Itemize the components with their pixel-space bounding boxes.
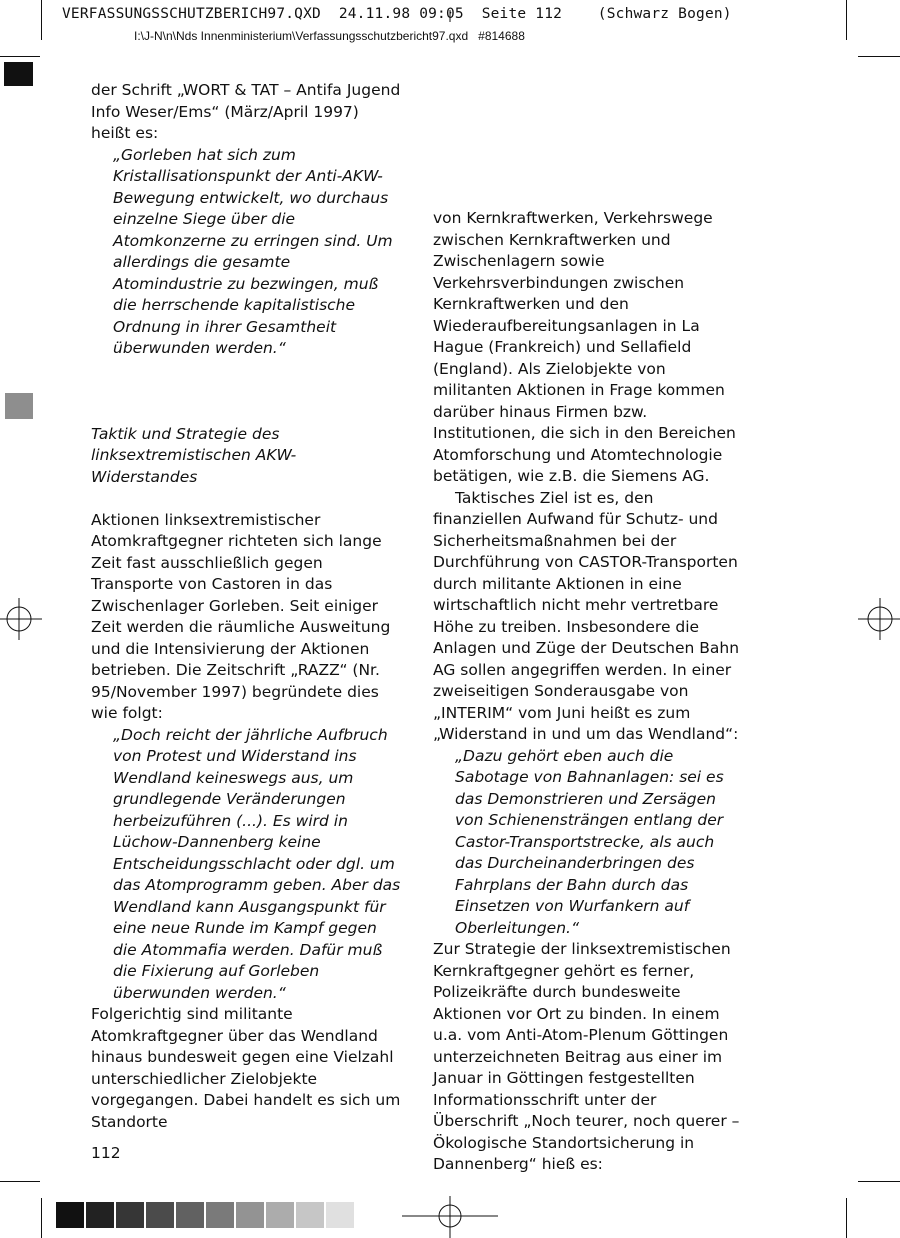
gray-swatch [296, 1202, 324, 1228]
gray-swatch [146, 1202, 174, 1228]
paragraph-strategie: Zur Strategie der linksextremistischen Kernkraftgegner gehört es ferner, Polizeikräfte durch bundesweite Aktionen vor Ort zu binden. In einem u.a. vom Anti-Atom-Plenum Göttingen unterzeichneten Beitrag aus einer im Januar in Göttingen festgestellten Informationsschrift unter der Überschrift „Noch teurer, noch querer – Ökologische Standortsicherung in Dannenberg“ hieß es: [433, 940, 740, 1173]
crop-mark-bottom-left-h [0, 1181, 40, 1182]
gray-swatch [206, 1202, 234, 1228]
crop-mark-top-left-v [41, 0, 42, 40]
quote-razz: „Doch reicht der jährliche Aufbruch von Protest und Widerstand ins Wendland keineswegs aus, um grundlegende Veränderungen herbeizuführen (...). Es wird in Lüchow-Dannenberg keine Entscheidungsschlacht oder dgl. um das Atomprogramm geben. Aber das Wendland kann Ausgangspunkt für eine neue Runde im Kampf gegen die Atommafia werden. Dafür muß die Fixierung auf Gorleben überwunden werden.“ [113, 725, 401, 1002]
print-slug-line: VERFASSUNGSSCHUTZBERICH97.QXD 24.11.98 09:05 Seite 112 (Schwarz Bogen) [62, 6, 732, 22]
gray-swatch [86, 1202, 114, 1228]
paragraph-standorte: von Kernkraftwerken, Verkehrswege zwischen Kernkraftwerken und Zwischenlagern sowie Verkehrsverbindungen zwischen Kernkraftwerken und den Wiederaufbereitungsanlagen in La Hague (Frankreich) und Sellafield (England). Als Zielobjekte von militanten Aktionen in Frage kommen darüber hinaus Firmen bzw. Institutionen, die sich in den Bereichen Atomforschung und Atomtechnologie betätigen, wie z.B. die Siemens AG. [433, 209, 736, 485]
registration-crosshair-right-icon [858, 598, 900, 640]
registration-crosshair-bottom-icon [402, 1196, 498, 1238]
gray-swatch [116, 1202, 144, 1228]
file-path-line: I:\J-N\n\Nds Innenministerium\Verfassungsschutzbericht97.qxd #814688 [134, 29, 525, 43]
registration-crosshair-top-icon [438, 10, 462, 22]
page-number: 112 [91, 1144, 121, 1162]
section-heading: Taktik und Strategie des linksextremistischen AKW-Widerstandes [91, 424, 297, 486]
registration-square-gray [5, 393, 33, 419]
crop-mark-top-right-v [846, 0, 847, 40]
paragraph-aktionen: Aktionen linksextremistischer Atomkraftgegner richteten sich lange Zeit fast ausschließlich gegen Transporte von Castoren in das Zwischenlager Gorleben. Seit einiger Zeit werden die räumliche Ausweitung und die Intensivierung der Aktionen betrieben. Die Zeitschrift „RAZZ“ (Nr. 95/November 1997) begründete dies wie folgt: [91, 510, 391, 722]
gray-swatch [326, 1202, 354, 1228]
gray-swatch [266, 1202, 294, 1228]
paragraph-folgerichtig: Folgerichtig sind militante Atomkraftgegner über das Wendland hinaus bundesweit gegen eine Vielzahl unterschiedlicher Zielobjekte vorgegangen. Dabei handelt es sich um Standorte [91, 1005, 401, 1131]
crop-mark-bottom-left-v [41, 1198, 42, 1238]
registration-square-black [4, 62, 33, 86]
left-column [91, 80, 401, 1133]
quote-interim: „Dazu gehört eben auch die Sabotage von Bahnanlagen: sei es das Demonstrieren und Zersägen von Schienensträngen entlang der Castor-Transportstrecke, als auch das Durcheinanderbringen des Fahrplans der Bahn durch das Einsetzen von Wurfankern auf Oberleitungen.“ [455, 746, 724, 937]
quote-wort-und-tat: „Gorleben hat sich zum Kristallisationspunkt der Anti-AKW-Bewegung entwickelt, wo durchaus einzelne Siege über die Atomkonzerne zu erringen sind. Um allerdings die gesamte Atomindustrie zu bezwingen, muß die herrschende kapitalistische Ordnung in ihrer Gesamtheit überwunden werden.“ [113, 145, 393, 357]
gray-swatch [176, 1202, 204, 1228]
paragraph-taktisches-ziel: Taktisches Ziel ist es, den finanziellen Aufwand für Schutz- und Sicherheitsmaßnahmen bei der Durchführung von CASTOR-Transporten durch militante Aktionen in eine wirtschaftlich nicht mehr vertretbare Höhe zu treiben. Insbesondere die Anlagen und Züge der Deutschen Bahn AG sollen angegriffen werden. In einer zweiseitigen Sonderausgabe von „INTERIM“ vom Juni heißt es zum „Widerstand in und um das Wendland“: [433, 488, 740, 743]
gray-swatch [236, 1202, 264, 1228]
crop-mark-bottom-right-v [846, 1198, 847, 1238]
grayscale-control-strip [56, 1202, 356, 1228]
crop-mark-bottom-right-h [858, 1181, 900, 1182]
registration-crosshair-left-icon [0, 598, 42, 640]
gray-swatch [56, 1202, 84, 1228]
crop-mark-top-right-h [858, 56, 900, 57]
right-column [433, 208, 743, 1176]
intro-paragraph: der Schrift „WORT & TAT – Antifa Jugend Info Weser/Ems“ (März/April 1997) heißt es: [91, 81, 401, 142]
crop-mark-top-left-h [0, 56, 40, 57]
